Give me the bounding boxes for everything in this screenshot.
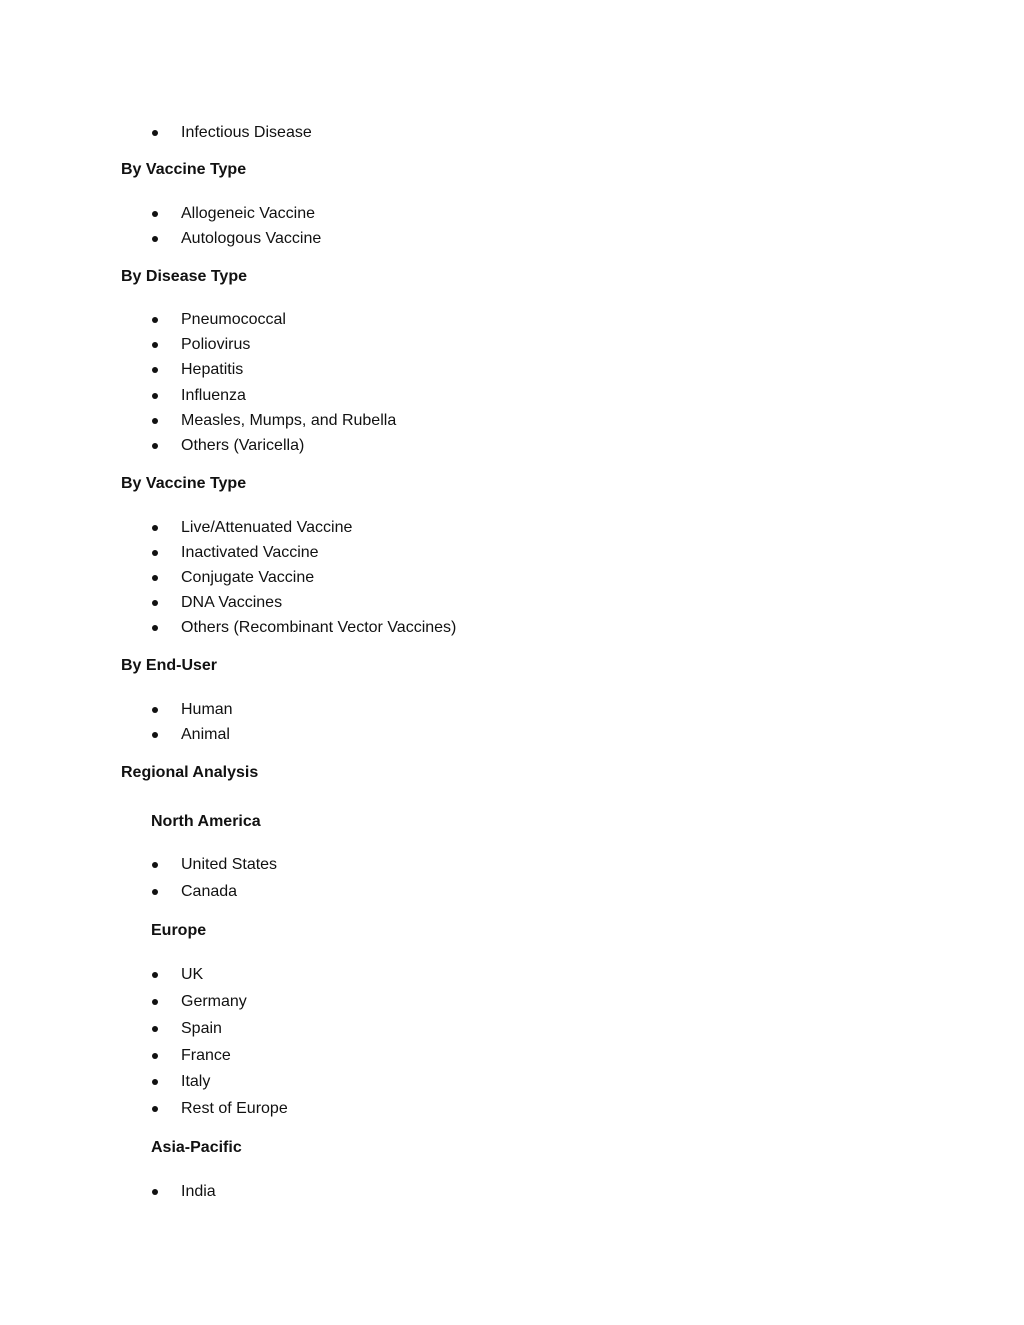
list-item: Canada: [181, 883, 238, 900]
list-item: Animal: [181, 726, 230, 743]
bullet: [152, 1026, 158, 1032]
bullet: [152, 707, 158, 713]
list-item: Allogeneic Vaccine: [181, 205, 316, 222]
list-item: Infectious Disease: [181, 124, 312, 141]
bullet: [152, 525, 158, 531]
list-item: Autologous Vaccine: [181, 230, 322, 247]
bullet: [152, 317, 158, 323]
list-item: Poliovirus: [181, 336, 251, 353]
bullet: [152, 862, 158, 868]
section-heading: By Vaccine Type: [121, 475, 247, 492]
list-item: Hepatitis: [181, 361, 244, 378]
subsection-heading: Europe: [151, 922, 207, 939]
bullet: [152, 600, 158, 606]
bullet: [152, 625, 158, 631]
list-item: Rest of Europe: [181, 1100, 288, 1117]
section-heading: Regional Analysis: [121, 764, 259, 781]
bullet: [152, 443, 158, 449]
list-item: UK: [181, 966, 204, 983]
list-item: India: [181, 1183, 216, 1200]
bullet: [152, 550, 158, 556]
bullet: [152, 1106, 158, 1112]
subsection-heading: North America: [151, 813, 261, 830]
bullet: [152, 1053, 158, 1059]
bullet: [152, 393, 158, 399]
list-item: Measles, Mumps, and Rubella: [181, 412, 397, 429]
bullet: [152, 972, 158, 978]
list-item: Influenza: [181, 387, 246, 404]
bullet: [152, 342, 158, 348]
bullet: [152, 367, 158, 373]
list-item: United States: [181, 856, 278, 873]
list-item: Others (Recombinant Vector Vaccines): [181, 619, 457, 636]
bullet: [152, 732, 158, 738]
section-heading: By End-User: [121, 657, 218, 674]
list-item: Inactivated Vaccine: [181, 544, 319, 561]
list-item: Italy: [181, 1073, 211, 1090]
list-item: Live/Attenuated Vaccine: [181, 519, 353, 536]
bullet: [152, 999, 158, 1005]
list-item: Conjugate Vaccine: [181, 569, 315, 586]
list-item: Others (Varicella): [181, 437, 305, 454]
list-item: France: [181, 1047, 231, 1064]
bullet: [152, 889, 158, 895]
bullet: [152, 211, 158, 217]
list-item: DNA Vaccines: [181, 594, 283, 611]
bullet: [152, 575, 158, 581]
bullet: [152, 418, 158, 424]
bullet: [152, 236, 158, 242]
list-item: Human: [181, 701, 233, 718]
section-heading: By Disease Type: [121, 268, 247, 285]
list-item: Germany: [181, 993, 247, 1010]
section-heading: By Vaccine Type: [121, 161, 247, 178]
list-item: Spain: [181, 1020, 222, 1037]
bullet: [152, 1079, 158, 1085]
bullet: [152, 1189, 158, 1195]
bullet: [152, 130, 158, 136]
subsection-heading: Asia-Pacific: [151, 1139, 242, 1156]
list-item: Pneumococcal: [181, 311, 286, 328]
